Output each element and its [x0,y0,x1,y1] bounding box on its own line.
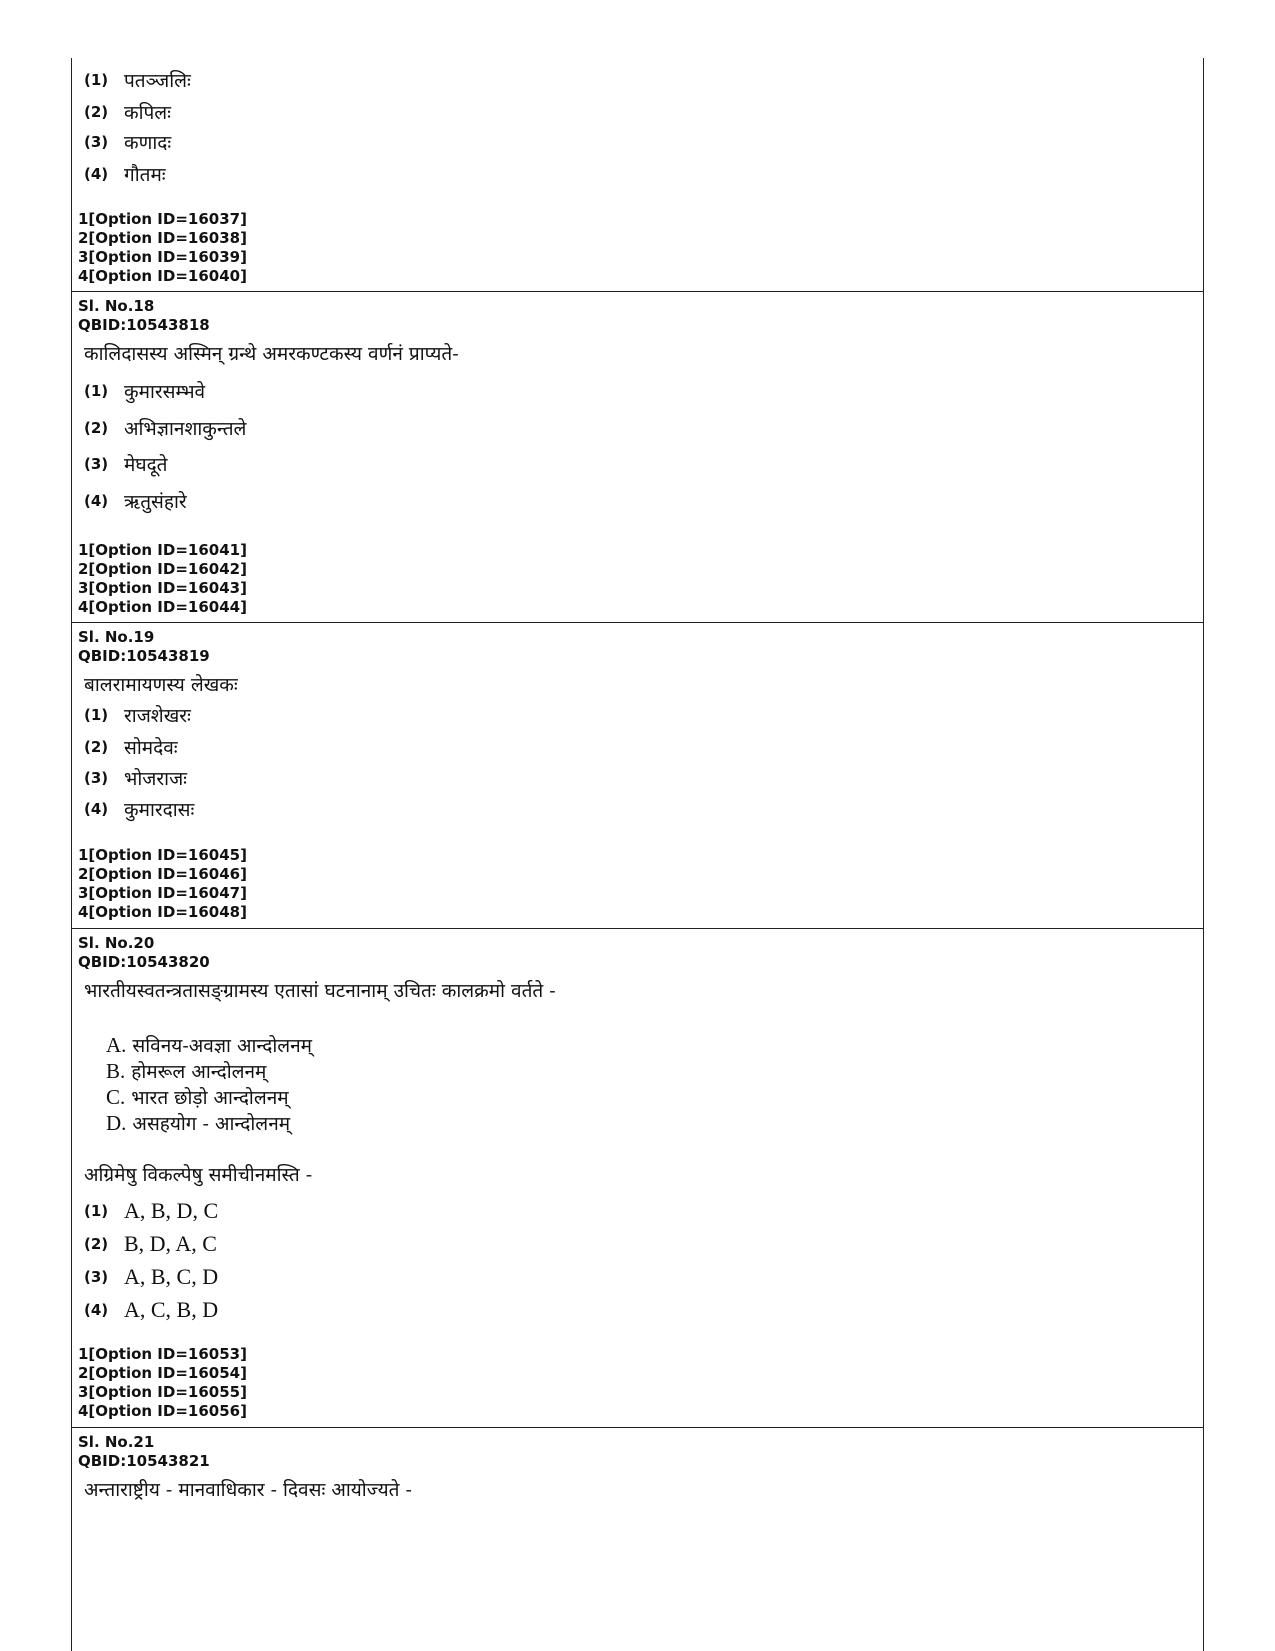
option-id: 1[Option ID=16037] [78,210,247,228]
qbid: QBID:10543819 [78,647,210,665]
option-number: (1) [84,71,109,89]
option-4 [84,795,194,823]
option-id: 2[Option ID=16042] [78,560,247,578]
question-stem: भारतीयस्वतन्त्रतासङ्ग्रामस्य एतासां घटनानाम् उचितः कालक्रमो वर्तते - [84,980,556,1002]
qbid: QBID:10543818 [78,316,210,334]
option-number: (3) [84,455,109,473]
option-text: कुमारदासः [124,799,195,821]
option-text: B, D, A, C [124,1231,217,1256]
option-3 [84,764,187,792]
option-text: गौतमः [124,164,166,186]
option-number: (3) [84,769,109,787]
statement-d [106,1111,312,1137]
option-id: 1[Option ID=16041] [78,541,247,559]
option-id: 1[Option ID=16053] [78,1345,247,1363]
option-id-list [78,541,247,617]
question-17-block [72,58,1203,291]
option-id: 4[Option ID=16056] [78,1402,247,1420]
question-stem: बालरामायणस्य लेखकः [84,674,238,696]
option-text: अभिज्ञानशाकुन्तले [124,418,247,440]
option-number: (3) [84,1268,109,1286]
option-text: मेघदूते [124,454,168,476]
statement-a [106,1033,312,1059]
option-number: (1) [84,1202,109,1220]
option-2 [84,98,171,126]
option-2 [84,1230,217,1258]
option-number: (1) [84,382,109,400]
serial-number: Sl. No.21 [78,1433,155,1451]
option-number: (3) [84,133,109,151]
question-paper-sheet [71,58,1204,1651]
qbid: QBID:10543821 [78,1452,210,1470]
serial-number: Sl. No.18 [78,297,155,315]
option-3 [84,1263,218,1291]
option-id: 2[Option ID=16046] [78,865,247,883]
statement-text: भारत छोड़ो आन्दोलनम् [131,1087,289,1109]
option-text: सोमदेवः [124,737,178,759]
option-number: (2) [84,1235,109,1253]
option-4 [84,487,187,515]
serial-number: Sl. No.20 [78,934,155,952]
serial-number: Sl. No.19 [78,628,155,646]
option-id-list [78,846,247,922]
option-number: (4) [84,492,109,510]
option-id: 3[Option ID=16043] [78,579,247,597]
statement-text: होमरूल आन्दोलनम् [131,1061,267,1083]
statement-text: असहयोग - आन्दोलनम् [132,1113,291,1135]
option-1 [84,377,205,405]
option-id: 2[Option ID=16038] [78,229,247,247]
question-20-block [72,929,1203,1427]
question-stem: अन्ताराष्ट्रीय - मानवाधिकार - दिवसः आयोज्यते - [84,1479,412,1501]
statement-letter: A. [106,1033,127,1057]
statement-list [106,1033,312,1137]
option-id: 3[Option ID=16039] [78,248,247,266]
option-id: 3[Option ID=16055] [78,1383,247,1401]
option-text: A, B, D, C [124,1198,219,1223]
option-2 [84,414,246,442]
qbid: QBID:10543820 [78,953,210,971]
statement-letter: B. [106,1059,126,1083]
option-number: (2) [84,103,109,121]
statement-letter: D. [106,1111,127,1135]
option-4 [84,1296,218,1324]
option-text: कुमारसम्भवे [124,381,206,403]
option-4 [84,160,166,188]
option-id-list [78,1345,247,1421]
option-3 [84,450,168,478]
option-id: 1[Option ID=16045] [78,846,247,864]
option-1 [84,66,191,94]
option-text: A, C, B, D [124,1297,219,1322]
option-id: 2[Option ID=16054] [78,1364,247,1382]
option-number: (2) [84,419,109,437]
option-id: 4[Option ID=16044] [78,598,247,616]
question-prompt: अग्रिमेषु विकल्पेषु समीचीनमस्ति - [84,1164,313,1186]
option-number: (4) [84,800,109,818]
option-id: 4[Option ID=16040] [78,267,247,285]
option-number: (1) [84,706,109,724]
statement-b [106,1059,312,1085]
question-18-block [72,292,1203,622]
question-19-block [72,623,1203,928]
option-number: (4) [84,1301,109,1319]
option-1 [84,701,191,729]
option-text: कणादः [124,132,172,154]
option-id: 4[Option ID=16048] [78,903,247,921]
option-text: राजशेखरः [124,705,191,727]
option-text: A, B, C, D [124,1264,219,1289]
statement-letter: C. [106,1085,126,1109]
option-id: 3[Option ID=16047] [78,884,247,902]
option-3 [84,128,171,156]
question-stem: कालिदासस्य अस्मिन् ग्रन्थे अमरकण्टकस्य वर्णनं प्राप्यते- [84,343,459,365]
option-text: भोजराजः [124,768,188,790]
question-21-block [72,1428,1203,1528]
option-id-list [78,210,247,286]
option-1 [84,1197,218,1225]
option-number: (2) [84,738,109,756]
option-number: (4) [84,165,109,183]
statement-text: सविनय-अवज्ञा आन्दोलनम् [132,1035,313,1057]
option-2 [84,733,178,761]
option-text: ऋतुसंहारे [124,491,187,513]
option-text: कपिलः [124,102,172,124]
option-text: पतञ्जलिः [124,70,191,92]
statement-c [106,1085,312,1111]
